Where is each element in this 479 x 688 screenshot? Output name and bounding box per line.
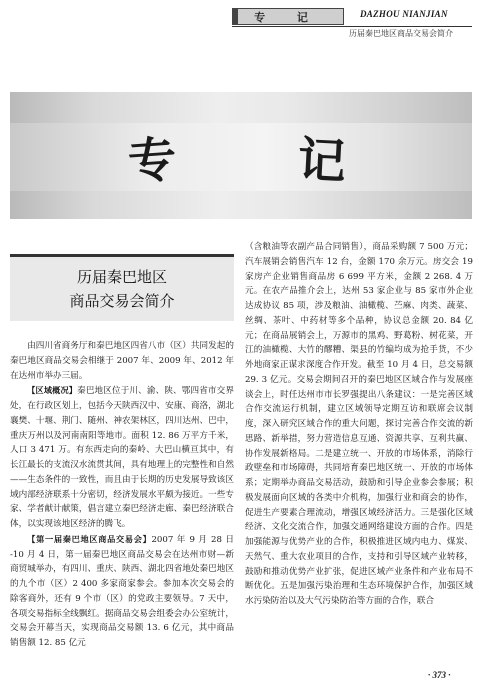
first-fair-heading: 【第一届秦巴地区商品交易会】 — [27, 533, 152, 544]
left-column — [10, 339, 234, 651]
region-paragraph — [10, 383, 234, 532]
intro-paragraph: 由四川省商务厅和秦巴地区四省八市（区）共同发起的秦巴地区商品交易会相继于 2007 年、2009 年、2012 年在达州市举办三届。 — [10, 341, 234, 381]
region-heading: 【区域概况】 — [27, 385, 78, 396]
section-title-cn: 专 记 — [254, 10, 322, 24]
banner-band — [10, 123, 472, 191]
header-rule — [232, 26, 472, 27]
banner-char-2: 记 — [296, 131, 348, 191]
first-fair-paragraph — [10, 532, 234, 651]
running-head: 历届秦巴地区商品交易会简介 — [349, 29, 453, 38]
section-banner — [10, 92, 472, 219]
banner-char-1: 专 — [126, 131, 179, 191]
article-title-line2: 商品交易会简介 — [69, 292, 175, 310]
article-title-line1: 历届秦巴地区 — [76, 268, 167, 286]
article-title-box — [10, 254, 234, 321]
yearbook-name-en: DAZHOU NIANJIAN — [360, 9, 448, 19]
first-fair-text: 2007 年 9 月 28 日 -10 月 4 日，第一届秦巴地区商品交易会在达州市财—新商贸城举办，有四川、重庆、陕西、湖北四省地处秦巴地区的九个市（区）2 400 多家商家参会。参加本次交易会的除客商外，还有 9 个市（区）的党政主要领导。7 天中，各项交易指标全线飘红。据商品交易会组委会办公室统计，交易会开幕当天，实现商品交易额 13. 6 亿元，其中商品销售额 12. 85 亿元 — [10, 534, 234, 648]
region-text: 秦巴地区位于川、渝、陕、鄂四省市交界处，在行政区划上，包括今天陕西汉中、安康、商洛，湖北襄樊、十堰、荆门、随州、神农架林区，四川达州、巴中，重庆万州以及河南南阳等地市。面积 12. 86 万平方千米，人口 3 471 万。有东西走向的秦岭、大巴山横亘其中，有长江最长的支流汉水流贯其间，具有地理上的完整性和自然——生态条件的一致性，而且由于长期的历史发展导致该区域内部经济联系十分密切，经济发展水平颇为接近。一些专家、学者献计献策，倡言建立秦巴经济走廊、秦巴经济联合体，以实现该地区经济的腾飞。 — [10, 386, 234, 529]
right-column — [245, 240, 473, 609]
header-bar-marker — [233, 9, 238, 24]
page-number: · 373 · — [428, 670, 451, 680]
section-header-bar — [232, 8, 344, 25]
continued-paragraph: （含粮油等农副产品合同销售），商品采购额 7 500 万元；汽车展销会销售汽车 12 台，金额 170 余万元。房交会 19 家房产企业销售商品房 6 699 平方米，金额 2 268. 4 万元。在农产品推介会上，达州 53 家企业与 85 家市外企业达成协议 85 项，涉及粮油、油橄榄、苎麻、肉类、蔬菜、丝绸、茶叶、中药材等多个品种，协议总金额 20. 84 亿元；在商品展销会上，万源市的黑鸡、野葛粉、树花菜，开江的油橄榄、大竹的醪糟、渠县的竹编均成为抢手货，不少外地商家正谋求深度合作开发。截至 10 月 4 日，总交易额 29. 3 亿元。交易会期间召开的秦巴地区区域合作与发展座谈会上，时任达州市市长罗强提出八条建议：一是完善区域合作交流运行机制，建立区域领导定期互访和联席会议制度，深入研究区域合作的重大问题，探讨完善合作交流的新思路、新举措，努力营造信息互通、资源共享、互利共赢、协作发展新格局。二是建立统一、开放的市场体系，消除行政壁垒和市场障碍，共同培育秦巴地区统一、开放的市场体系；定期举办商品交易活动，鼓励和引导企业参会参展；积极发展面向区域的各类中介机构，加强行业和商会的协作，促进生产要素合理流动，增强区域经济活力。三是强化区域经济、文化交流合作，加强交通网络建设方面的合作。四是加强能源与优势产业的合作，积极推进区域内电力、煤炭、天然气、重大农业项目的合作，支持和引导区域产业转移，鼓励和推动优势产业扩张，促进区域产业条件和产业布局不断优化。五是加强污染治理和生态环境保护合作，加强区域水污染防治以及大气污染防治等方面的合作，联合 — [245, 242, 473, 606]
